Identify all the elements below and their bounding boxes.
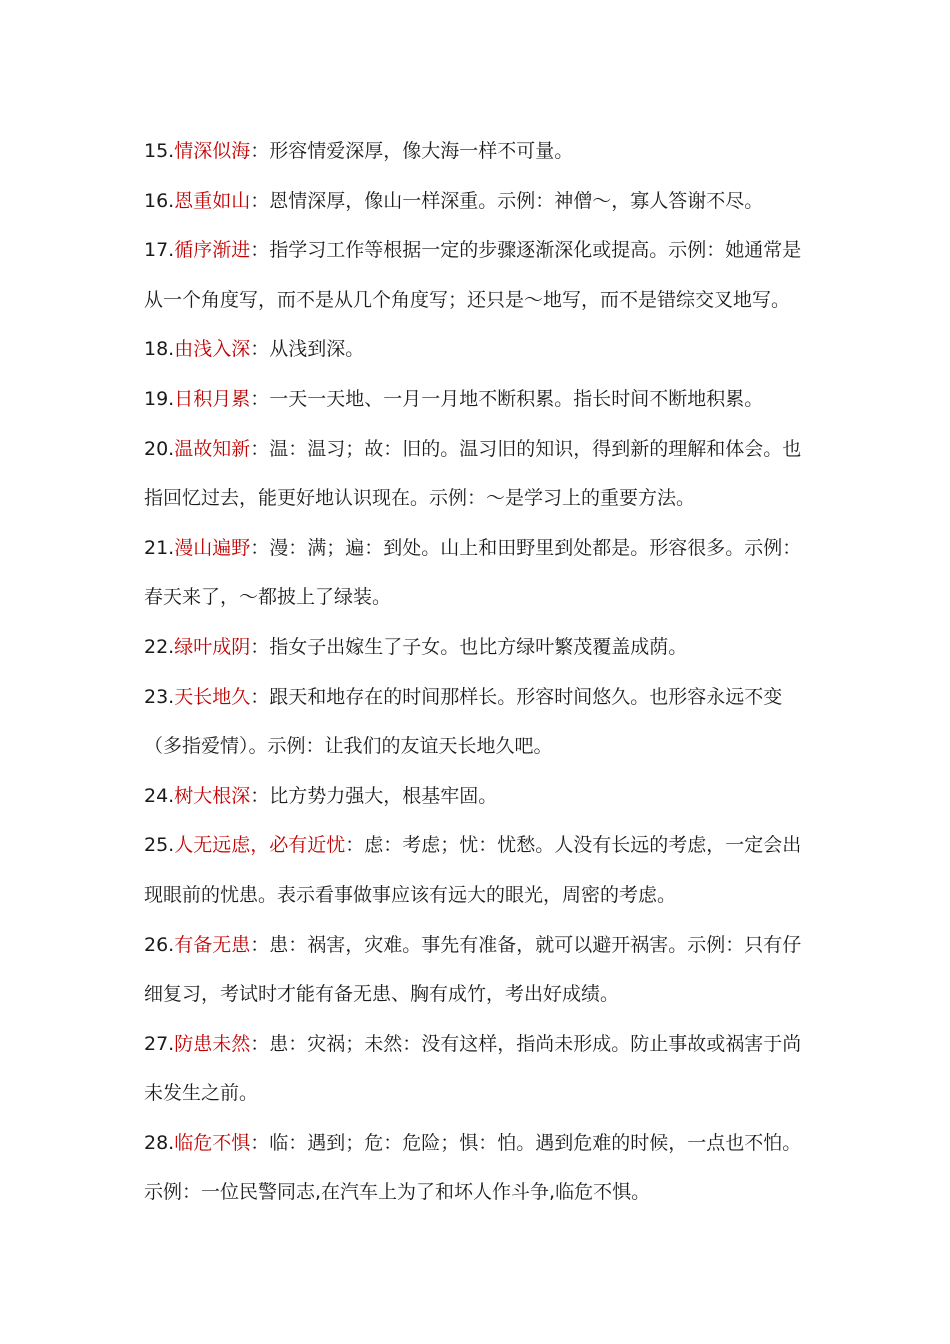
definition-text: 从一个角度写，而不是从几个角度写；还只是～地写，而不是错综交叉地写。 [144,288,791,311]
entry-27-line-1 [144,1020,824,1070]
idiom-term: 人无远虑，必有近忧 [174,834,346,857]
definition-text: 温：温习；故：旧的。温习旧的知识，得到新的理解和体会。也 [269,437,802,460]
colon: ： [345,834,365,857]
idiom-term: 恩重如山 [174,189,251,212]
entry-25-line-1 [144,821,824,871]
entry-number: 16. [144,189,175,212]
entry-26-line-1 [144,921,824,971]
entry-number: 24. [144,784,175,807]
entry-20-line-1 [144,425,824,475]
entry-17-line-2 [144,276,824,326]
entry-number: 23. [144,685,175,708]
definition-text: 指回忆过去，能更好地认识现在。示例：～是学习上的重要方法。 [144,487,696,510]
colon: ： [250,239,270,262]
idiom-term: 温故知新 [174,437,251,460]
entry-16-line-1 [144,177,824,227]
definition-text: 未发生之前。 [144,1082,259,1105]
entry-20-line-2 [144,474,824,524]
idiom-term: 防患未然 [174,1032,251,1055]
entry-number: 15. [144,140,175,162]
definition-text: 一天一天地、一月一月地不断积累。指长时间不断地积累。 [269,387,764,410]
colon: ： [250,536,270,559]
definition-text: 临：遇到；危：危险；惧：怕。遇到危难的时候，一点也不怕。 [269,1131,802,1154]
definition-text: 从浅到深。 [269,338,365,361]
colon: ： [250,387,270,410]
entry-number: 27. [144,1032,175,1055]
definition-text: 虑：考虑；忧：忧愁。人没有长远的考虑，一定会出 [364,834,802,857]
idiom-list [144,127,824,1218]
entry-19-line-1 [144,375,824,425]
definition-text: 指学习工作等根据一定的步骤逐渐深化或提高。示例：她通常是 [269,239,802,262]
entry-24-line-1 [144,772,824,822]
entry-15-line-1 [144,127,824,177]
definition-text: 细复习，考试时才能有备无患、胸有成竹，考出好成绩。 [144,983,620,1006]
colon: ： [250,635,270,658]
entry-23-line-2 [144,722,824,772]
entry-22-line-1 [144,623,824,673]
entry-21-line-1 [144,524,824,574]
idiom-term: 有备无患 [174,933,251,956]
entry-23-line-1 [144,673,824,723]
entry-21-line-2 [144,573,824,623]
definition-text: 比方势力强大，根基牢固。 [269,784,498,807]
colon: ： [250,1131,270,1154]
entry-number: 28. [144,1131,175,1154]
colon: ： [250,685,270,708]
entry-28-line-1 [144,1119,824,1169]
definition-text: 患：祸害，灾难。事先有准备，就可以避开祸害。示例：只有仔 [269,933,802,956]
colon: ： [250,437,270,460]
definition-text: 指女子出嫁生了子女。也比方绿叶繁茂覆盖成荫。 [269,635,688,658]
entry-25-line-2 [144,871,824,921]
entry-27-line-2 [144,1069,824,1119]
idiom-term: 天长地久 [174,685,251,708]
definition-text: 恩情深厚，像山一样深重。示例：神僧～，寡人答谢不尽。 [269,189,764,212]
idiom-term: 循序渐进 [174,239,251,262]
entry-number: 19. [144,387,175,410]
entry-number: 17. [144,239,175,262]
entry-26-line-2 [144,970,824,1020]
definition-text: 患：灾祸；未然：没有这样，指尚未形成。防止事故或祸害于尚 [269,1032,802,1055]
definition-text: 春天来了，～都披上了绿装。 [144,586,392,609]
colon: ： [250,1032,270,1055]
colon: ： [250,189,270,212]
entry-number: 21. [144,536,175,559]
colon: ： [250,338,270,361]
entry-number: 20. [144,437,175,460]
definition-text: 形容情爱深厚，像大海一样不可量。 [269,140,574,162]
idiom-term: 绿叶成阴 [174,635,251,658]
definition-text: （多指爱情）。示例：让我们的友谊天长地久吧。 [144,735,553,758]
definition-text: 示例：一位民警同志,在汽车上为了和坏人作斗争,临危不惧。 [144,1181,651,1204]
idiom-term: 临危不惧 [174,1131,251,1154]
entry-number: 22. [144,635,175,658]
idiom-term: 情深似海 [174,140,251,162]
definition-text: 跟天和地存在的时间那样长。形容时间悠久。也形容永远不变 [269,685,783,708]
idiom-term: 日积月累 [174,387,251,410]
entry-number: 25. [144,834,175,857]
definition-text: 漫：满；遍：到处。山上和田野里到处都是。形容很多。示例： [269,536,802,559]
idiom-term: 由浅入深 [174,338,251,361]
colon: ： [250,933,270,956]
idiom-term: 树大根深 [174,784,251,807]
entry-number: 26. [144,933,175,956]
definition-text: 现眼前的忧患。表示看事做事应该有远大的眼光，周密的考虑。 [144,883,677,906]
colon: ： [250,140,270,162]
entry-number: 18. [144,338,175,361]
colon: ： [250,784,270,807]
entry-28-line-2 [144,1168,824,1218]
entry-18-line-1 [144,325,824,375]
idiom-term: 漫山遍野 [174,536,251,559]
entry-17-line-1 [144,226,824,276]
